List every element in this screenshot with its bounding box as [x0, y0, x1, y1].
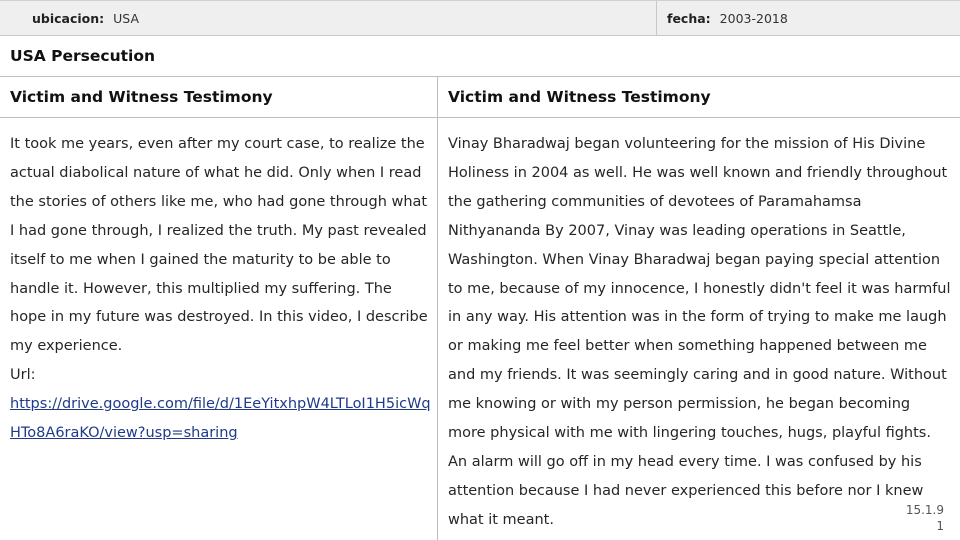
date-cell [657, 1, 960, 36]
left-testimony-cell [0, 118, 438, 540]
page-number-line2: 1 [936, 519, 944, 533]
location-cell [0, 1, 657, 36]
right-testimony-text: Vinay Bharadwaj began volunteering for the mission of His Divine Holiness in 2004 as well. He was well known and friendly throughout the gathering communities of devotees of Paramahamsa Nithyananda By 2007, Vinay was leading operations in Seattle, Washington. When Vinay Bharadwaj began paying special attention to me, because of my innocence, I honestly didn't feel it was harmful in any way. His attention was in the form of trying to make me laugh or making me feel better when something happened between me and my friends. It was seemingly caring and in good nature. Without me knowing or with my person permission, he began becoming more physical with me with lingering touches, hugs, playful fights. An alarm will go off in my head every time. I was confused by his attention because I had never experienced this before nor I knew what it meant. [448, 136, 951, 528]
page-number-line1: 15.1.9 [905, 503, 944, 517]
metadata-bar [0, 0, 960, 36]
left-testimony-text: It took me years, even after my court case, to realize the actual diabolical nature of what he did. Only when I read the stories of others like me, who had gone through what I had gone through, I realized the truth. My past revealed itself to me when I gained the maturity to be able to handle it. However, this multiplied my suffering. The hope in my future was destroyed. In this video, I describe my experience. [10, 136, 428, 355]
url-label: Url: [10, 367, 36, 384]
left-column-heading: Victim and Witness Testimony [0, 77, 438, 118]
date-value: 2003-2018 [719, 11, 788, 26]
right-column-heading: Victim and Witness Testimony [438, 77, 960, 118]
section-title: USA Persecution [0, 36, 960, 77]
date-label: fecha: [667, 11, 711, 26]
video-url-link[interactable]: https://drive.google.com/file/d/1EeYitxhpW4LTLoI1H5icWqHTo8A6raKO/view?usp=sharing [10, 396, 431, 442]
location-value: USA [113, 11, 140, 26]
right-testimony-cell [438, 118, 960, 540]
location-label: ubicacion: [32, 11, 105, 26]
page-number [900, 502, 944, 534]
